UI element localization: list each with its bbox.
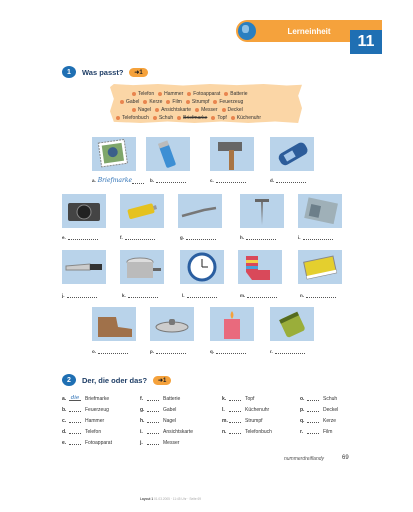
article-blank[interactable] — [147, 418, 159, 423]
sock-image — [238, 250, 282, 284]
bullet-dot-icon — [132, 108, 136, 112]
article-blank[interactable] — [69, 429, 81, 434]
nail-image — [240, 194, 284, 228]
item-q-answer[interactable] — [216, 348, 246, 354]
article-row: l. Küchenuhr — [222, 406, 270, 413]
candle-image — [210, 307, 254, 341]
bullet-dot-icon — [195, 108, 199, 112]
exercise1-heading — [62, 66, 148, 78]
article-row: j. Messer — [140, 439, 180, 446]
word-schuh: Schuh — [153, 115, 173, 121]
word-strumpf: Strumpf — [186, 99, 210, 105]
item-a-answer[interactable]: Briefmarke — [97, 177, 133, 184]
item-h-answer[interactable] — [246, 234, 276, 240]
film-image — [270, 307, 314, 341]
bullet-dot-icon — [155, 108, 159, 112]
word-küchenuhr: Küchenuhr — [231, 115, 261, 121]
lesson-header-title: Lerneinheit — [287, 26, 331, 36]
item-q-caption: q. — [210, 348, 246, 354]
item-f-caption: f. — [120, 234, 155, 240]
word-film: Film — [166, 99, 181, 105]
noun-label: Telefon — [85, 428, 102, 435]
noun-label: Telefonbuch — [245, 428, 272, 435]
bullet-dot-icon — [231, 116, 235, 120]
page-number: 69 — [342, 455, 349, 461]
bullet-dot-icon — [153, 116, 157, 120]
article-blank[interactable]: die — [70, 395, 80, 401]
lid-image — [150, 307, 194, 341]
camera-image — [62, 194, 106, 228]
bullet-dot-icon — [158, 92, 162, 96]
article-row: r. Film — [300, 428, 333, 435]
exercise1-number: 1 — [62, 66, 76, 78]
noun-label: Küchenuhr — [245, 406, 270, 413]
article-blank[interactable] — [229, 418, 241, 423]
noun-label: Ansichtskarte — [163, 428, 194, 435]
word-topf: Topf — [211, 115, 226, 121]
stamp-image — [92, 137, 136, 171]
item-n-caption: n. — [300, 292, 336, 298]
item-k-answer[interactable] — [128, 292, 158, 298]
item-l-caption: l. — [182, 292, 217, 298]
article-blank[interactable] — [147, 440, 159, 445]
word-ansichtskarte: Ansichtskarte — [155, 107, 191, 113]
word-nagel: Nagel — [132, 107, 151, 113]
item-r-answer[interactable] — [275, 348, 305, 354]
article-row: f. Batterie — [140, 395, 181, 402]
word-batterie: Batterie — [224, 91, 247, 97]
article-blank[interactable] — [147, 396, 159, 401]
word-telefon: Telefon — [132, 91, 154, 97]
exercise2-reference-badge: ➜1 — [153, 376, 171, 385]
noun-label: Feuerzeug — [85, 406, 109, 413]
article-row: m. Strumpf — [222, 417, 263, 424]
phone-book-image — [298, 250, 342, 284]
item-e-caption: e. — [62, 234, 98, 240]
exercise1-reference-badge: ➜1 — [129, 68, 147, 77]
item-j-answer[interactable] — [67, 292, 97, 298]
article-blank[interactable] — [69, 418, 81, 423]
word-row-2 — [120, 99, 243, 105]
kitchen-clock-image — [180, 250, 224, 284]
item-c-caption: c. — [210, 177, 246, 183]
bullet-dot-icon — [186, 100, 190, 104]
shoe-image — [92, 307, 136, 341]
word-kerze: Kerze — [143, 99, 162, 105]
article-blank[interactable] — [229, 407, 241, 412]
article-row: a. die Briefmarke — [62, 395, 110, 402]
article-row: q. Kerze — [300, 417, 337, 424]
article-row: g. Gabel — [140, 406, 177, 413]
article-row: c. Hammer — [62, 417, 105, 424]
exercise2-number: 2 — [62, 374, 76, 386]
item-g-answer[interactable] — [186, 234, 216, 240]
article-blank[interactable] — [147, 429, 159, 434]
bullet-dot-icon — [213, 100, 217, 104]
item-n-answer[interactable] — [306, 292, 336, 298]
item-i-caption: i. — [298, 234, 333, 240]
item-j-caption: j. — [62, 292, 97, 298]
noun-label: Nagel — [163, 417, 177, 424]
item-o-caption: o. — [92, 348, 128, 354]
lighter-image — [146, 137, 190, 171]
article-column-2 — [140, 393, 193, 448]
article-blank[interactable] — [307, 396, 319, 401]
bullet-dot-icon — [132, 92, 136, 96]
bullet-dot-icon — [143, 100, 147, 104]
noun-label: Briefmarke — [85, 395, 110, 402]
item-h-caption: h. — [240, 234, 276, 240]
item-c-answer[interactable] — [216, 177, 246, 183]
article-row: d. Telefon — [62, 428, 102, 435]
fork-image — [178, 194, 222, 228]
article-row: h. Nagel — [140, 417, 177, 424]
battery-image — [120, 194, 164, 228]
word-gabel: Gabel — [120, 99, 139, 105]
exercise2-heading — [62, 374, 171, 386]
article-row: k. Topf — [222, 395, 255, 402]
noun-label: Deckel — [323, 406, 339, 413]
article-row: i. Ansichtskarte — [140, 428, 194, 435]
item-f-answer[interactable] — [125, 234, 155, 240]
exercise1-title: Was passt? — [82, 67, 124, 77]
postcard-image — [298, 194, 342, 228]
article-row: n. Telefonbuch — [222, 428, 272, 435]
noun-label: Batterie — [163, 395, 181, 402]
noun-label: Gabel — [163, 406, 177, 413]
bullet-dot-icon — [222, 108, 226, 112]
noun-label: Fotoapparat — [85, 439, 112, 446]
noun-label: Messer — [163, 439, 180, 446]
article-column-1 — [62, 393, 112, 448]
knife-image — [62, 250, 106, 284]
article-blank[interactable] — [69, 440, 81, 445]
article-column-4 — [300, 393, 338, 437]
word-deckel: Deckel — [222, 107, 243, 113]
lesson-number: 11 — [350, 30, 382, 54]
article-row: p. Deckel — [300, 406, 339, 413]
word-row-3 — [132, 107, 243, 113]
word-fotoapparat: Fotoapparat — [187, 91, 220, 97]
word-telefonbuch: Telefonbuch — [116, 115, 149, 121]
word-hammer: Hammer — [158, 91, 183, 97]
item-b-answer[interactable] — [156, 177, 186, 183]
bullet-dot-icon — [224, 92, 228, 96]
article-row: o. Schuh — [300, 395, 338, 402]
noun-label: Schuh — [323, 395, 338, 402]
article-row: e. Fotoapparat — [62, 439, 112, 446]
item-e-answer[interactable] — [68, 234, 98, 240]
bullet-dot-icon — [166, 100, 170, 104]
bullet-dot-icon — [211, 116, 215, 120]
bullet-dot-icon — [177, 116, 181, 120]
item-p-answer[interactable] — [156, 348, 186, 354]
article-blank[interactable] — [147, 407, 159, 412]
article-blank[interactable] — [307, 407, 319, 412]
item-i-answer[interactable] — [303, 234, 333, 240]
exercise2-title: Der, die oder das? — [82, 375, 148, 385]
item-b-caption: b. — [150, 177, 186, 183]
word-row-1 — [132, 91, 248, 97]
pot-image — [120, 250, 164, 284]
article-row: b. Feuerzeug — [62, 406, 109, 413]
bullet-dot-icon — [116, 116, 120, 120]
item-d-caption: d. — [270, 177, 306, 183]
word-messer: Messer — [195, 107, 217, 113]
article-blank[interactable] — [69, 407, 81, 412]
article-blank[interactable] — [229, 396, 241, 401]
article-blank[interactable] — [229, 429, 241, 434]
article-blank[interactable] — [307, 429, 319, 434]
article-column-3 — [222, 393, 272, 437]
item-k-caption: k. — [122, 292, 158, 298]
bullet-dot-icon — [187, 92, 191, 96]
footer-note: nummerdreiflandy — [284, 456, 325, 462]
noun-label: Film — [323, 428, 333, 435]
item-l-answer[interactable] — [187, 292, 217, 298]
item-g-caption: g. — [180, 234, 216, 240]
item-d-answer[interactable] — [276, 177, 306, 183]
item-a-caption: a. Briefmarke — [92, 177, 144, 184]
noun-label: Strumpf — [245, 417, 263, 424]
item-m-answer[interactable] — [247, 292, 277, 298]
article-blank[interactable] — [307, 418, 319, 423]
item-m-caption: m. — [240, 292, 277, 298]
word-briefmarke: Briefmarke — [177, 115, 207, 121]
print-info: Layout 1 01.03.2005 · 11:45 Uhr · Seite 69 — [140, 497, 202, 501]
item-o-answer[interactable] — [98, 348, 128, 354]
item-r-caption: r. — [270, 348, 305, 354]
bullet-dot-icon — [120, 100, 124, 104]
item-p-caption: p. — [150, 348, 186, 354]
telephone-image — [270, 137, 314, 171]
noun-label: Topf — [245, 395, 255, 402]
globe-icon — [238, 22, 256, 40]
noun-label: Kerze — [323, 417, 337, 424]
hammer-image — [210, 137, 254, 171]
noun-label: Hammer — [85, 417, 105, 424]
word-feuerzeug: Feuerzeug — [213, 99, 243, 105]
word-row-4 — [116, 115, 261, 121]
